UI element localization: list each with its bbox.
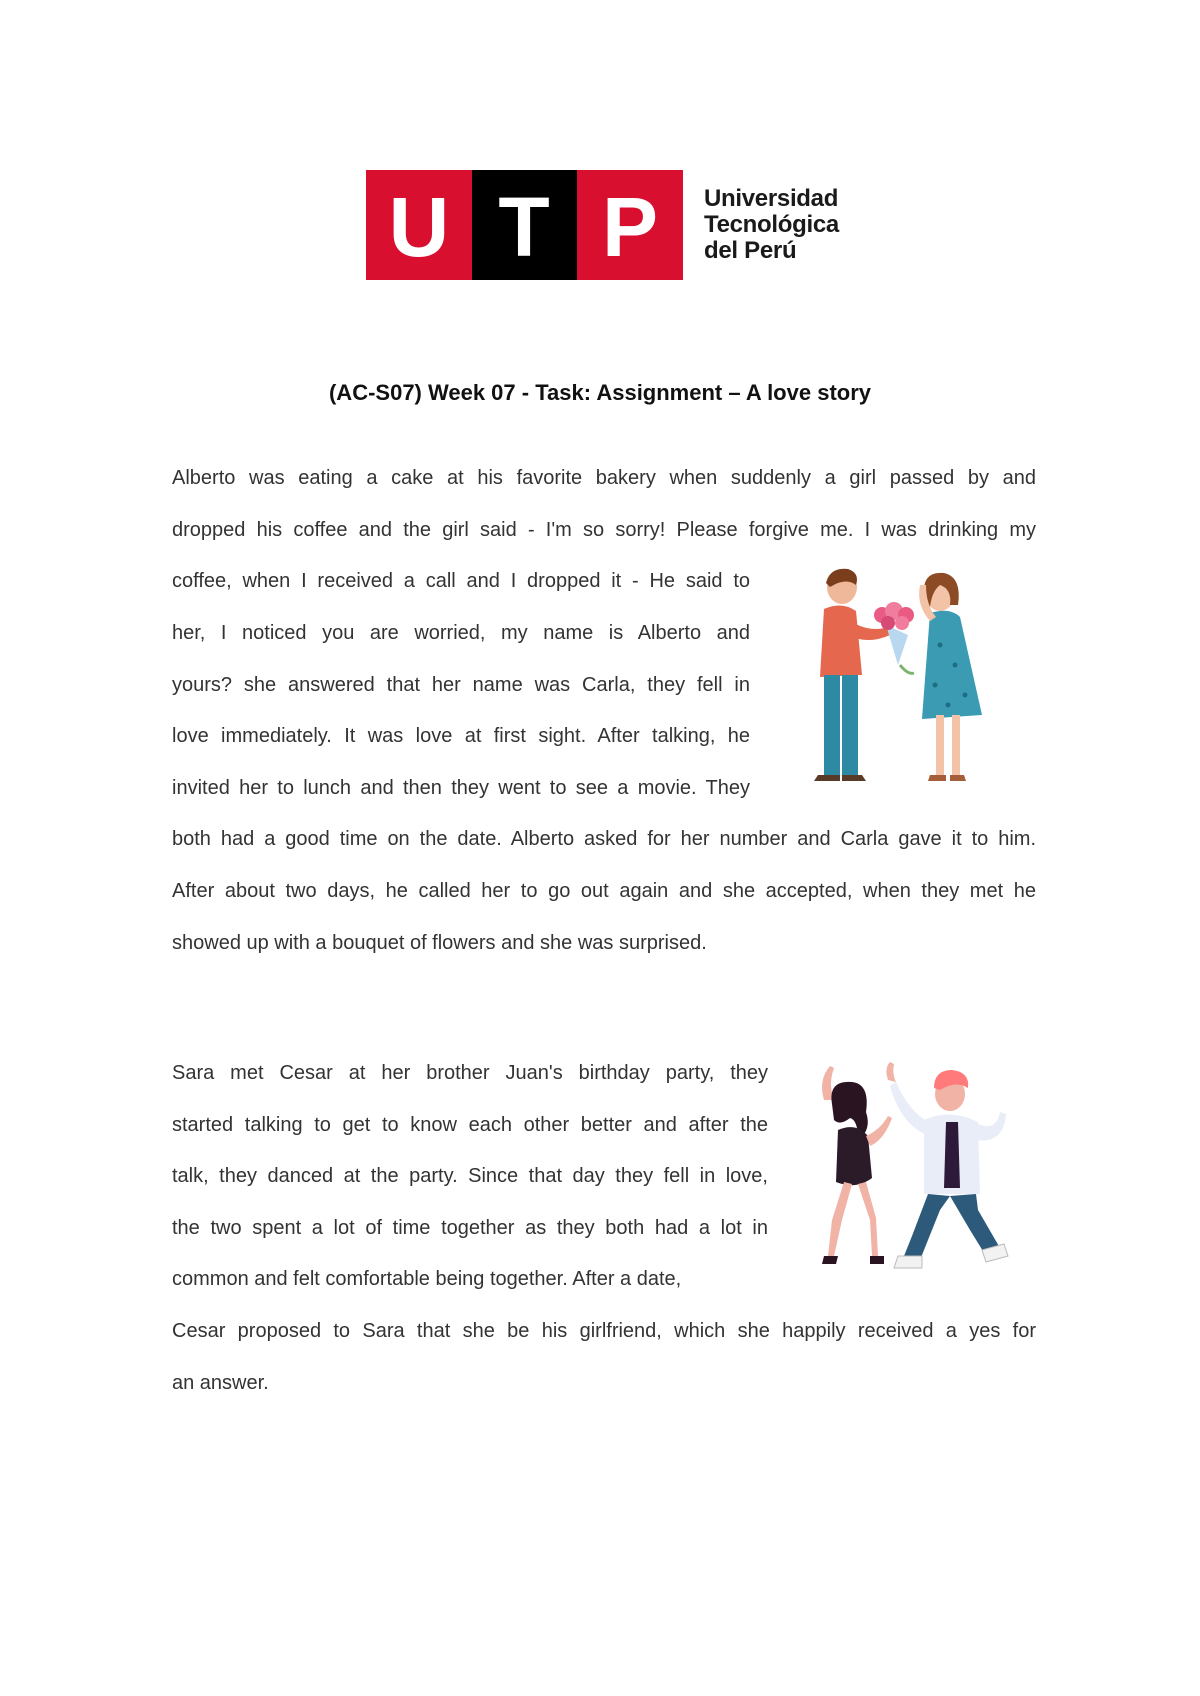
woman-dancer-figure <box>822 1066 892 1264</box>
university-name-line: Tecnológica <box>704 211 839 238</box>
utp-logo <box>366 170 866 280</box>
story-line: showed up with a bouquet of flowers and she was surprised. <box>172 932 707 954</box>
story-line: yours? she answered that her name was Carla, they fell in <box>172 674 750 696</box>
story-line: After about two days, he called her to go out again and she accepted, when they met he <box>172 880 1036 902</box>
story-line: talk, they danced at the party. Since that day they fell in love, <box>172 1165 768 1187</box>
man-dancer-figure <box>886 1062 1008 1268</box>
story-line: dropped his coffee and the girl said - I'm so sorry! Please forgive me. I was drinking my <box>172 519 1036 541</box>
logo-letter-u: U <box>388 180 450 274</box>
story-line: love immediately. It was love at first sight. After talking, he <box>172 725 750 747</box>
woman-figure <box>919 573 982 781</box>
man-figure <box>814 569 890 781</box>
story-line: common and felt comfortable being together. After a date, <box>172 1268 682 1290</box>
university-name <box>704 186 874 264</box>
logo-letter-t: T <box>498 180 550 274</box>
story-line: Alberto was eating a cake at his favorite bakery when suddenly a girl passed by and <box>172 467 1036 489</box>
university-name-line: del Perú <box>704 237 797 264</box>
story-line: coffee, when I received a call and I dropped it - He said to <box>172 570 750 592</box>
story-line: started talking to get to know each other better and after the <box>172 1114 768 1136</box>
story-line: both had a good time on the date. Alberto asked for her number and Carla gave it to him. <box>172 828 1036 850</box>
dancing-couple-illustration <box>800 1060 1030 1290</box>
story-line: Cesar proposed to Sara that she be his girlfriend, which she happily received a yes for <box>172 1320 1036 1342</box>
logo-letter-p: P <box>601 180 659 274</box>
story-line: the two spent a lot of time together as they both had a lot in <box>172 1217 768 1239</box>
flowers-couple-illustration <box>790 565 1020 795</box>
university-name-line: Universidad <box>704 185 839 212</box>
utp-logo-mark <box>366 170 683 280</box>
story-line: her, I noticed you are worried, my name is Alberto and <box>172 622 750 644</box>
story-line: Sara met Cesar at her brother Juan's birthday party, they <box>172 1062 768 1084</box>
story-line: an answer. <box>172 1372 269 1394</box>
story-line: invited her to lunch and then they went to see a movie. They <box>172 777 750 799</box>
document-title: (AC-S07) Week 07 - Task: Assignment – A love story <box>328 380 872 405</box>
